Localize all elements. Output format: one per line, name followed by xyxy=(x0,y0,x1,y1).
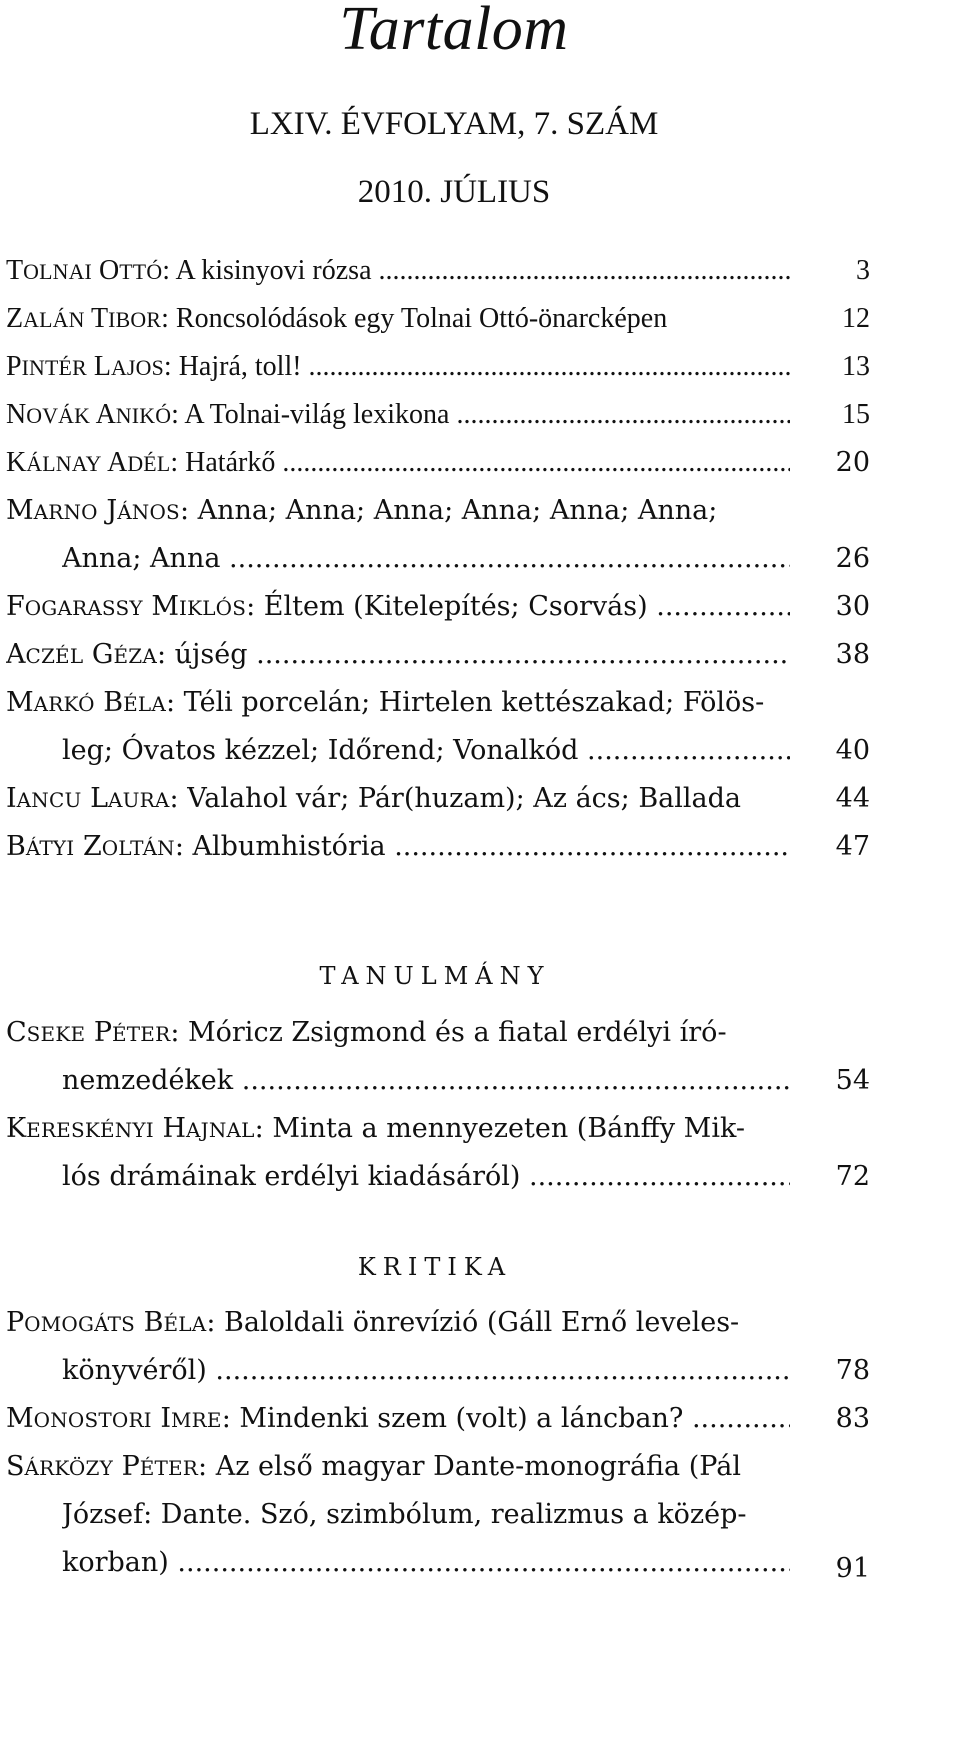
author-initial: H xyxy=(162,1113,187,1144)
section-heading-kritika: KRITIKA xyxy=(357,1253,513,1281)
toc-entry-8[interactable]: ACZÉL GÉZA: újség ..... xyxy=(6,637,790,673)
author-name: TTÓ xyxy=(119,260,163,284)
author-initial: T xyxy=(6,255,24,286)
toc-entry-15[interactable]: MONOSTORI IMRE: Mindenki szem (volt) a láncban? ..... xyxy=(6,1401,790,1437)
entry-title: Valahol vár; Pár(huzam); Az ács; Ballada xyxy=(187,783,742,814)
author-initial: C xyxy=(6,1017,27,1048)
author-name: OLTÁN xyxy=(101,836,175,860)
author-name: AJNAL xyxy=(186,1118,255,1142)
author-initial: J xyxy=(106,495,118,526)
author-name: ANCU xyxy=(16,788,82,812)
entry-title: leg; Óvatos kézzel; Időrend; Vonalkód xyxy=(62,735,579,766)
page-number: 12 xyxy=(842,303,870,334)
author-name: ARNO xyxy=(33,500,98,524)
toc-entry-13[interactable]: KERESKÉNYI HAJNAL: Minta a mennyezeten (Bánffy Mik- xyxy=(6,1113,745,1144)
author-initial: P xyxy=(6,351,22,382)
author-name: IBOR xyxy=(108,308,162,332)
entry-title: Mindenki szem (volt) a láncban? xyxy=(239,1403,684,1434)
page-number: 3 xyxy=(856,255,870,286)
author-initial: F xyxy=(6,591,25,622)
entry-title: Baloldali önrevízió (Gáll Ernő leveles- xyxy=(224,1307,740,1338)
toc-entry-4[interactable]: NOVÁK ANIKÓ: A Tolnai-világ lexikona ..... xyxy=(6,397,790,433)
author-initial: M xyxy=(6,1403,34,1434)
entry-title: könyvéről) xyxy=(62,1355,207,1386)
page-number: 30 xyxy=(835,591,870,622)
author-name: ONOSTORI xyxy=(33,1408,152,1432)
entry-title: Albumhistória xyxy=(192,831,386,862)
author-initial: P xyxy=(93,1017,112,1048)
toc-entry-5[interactable]: KÁLNAY ADÉL: Határkő ..... xyxy=(6,445,790,481)
author-initial: T xyxy=(91,303,109,334)
issue-date: 2010. JÚLIUS xyxy=(357,174,551,210)
author-name: ÁRKÖZY xyxy=(24,1456,113,1480)
author-name: ÉTER xyxy=(112,1022,171,1046)
author-name: ÉZA xyxy=(113,644,157,668)
entry-title: Hajrá, toll! xyxy=(178,351,302,382)
page-number: 83 xyxy=(835,1403,870,1434)
entry-title: Móricz Zsigmond és a fiatal erdélyi író- xyxy=(188,1017,727,1048)
author-initial: O xyxy=(99,255,120,286)
entry-title: Határkő xyxy=(185,447,276,478)
entry-title: A Tolnai-világ lexikona xyxy=(184,399,450,430)
author-name: ALÁN xyxy=(23,308,85,332)
issue-volume: LXIV. ÉVFOLYAM, 7. SZÁM xyxy=(249,106,659,142)
author-name: ÁLNAY xyxy=(26,452,102,476)
entry-title: Roncsolódások egy Tolnai Ottó-önarcképen xyxy=(175,303,668,334)
author-initial: P xyxy=(6,1307,25,1338)
entry-title: Éltem (Kitelepítés; Csorvás) xyxy=(263,591,648,622)
toc-entry-12[interactable]: CSEKE PÉTER: Móricz Zsigmond és a fiatal erdélyi író- xyxy=(6,1017,727,1048)
author-name: ÁNOS xyxy=(117,500,180,524)
author-initial: I xyxy=(160,1403,172,1434)
author-initial: I xyxy=(6,783,17,814)
entry-title: nemzedékek xyxy=(62,1065,234,1096)
author-name: OLNAI xyxy=(23,260,93,284)
author-name: AJOS xyxy=(110,356,164,380)
author-name: OMOGÁTS xyxy=(24,1312,136,1336)
toc-entry-14[interactable]: POMOGÁTS BÉLA: Baloldali önrevízió (Gáll Ernő leveles- xyxy=(6,1307,740,1338)
toc-entry-1[interactable]: TOLNAI OTTÓ: A kisinyovi rózsa ..... xyxy=(6,253,790,289)
author-initial: B xyxy=(143,1307,164,1338)
toc-entry-10[interactable]: IANCU LAURA: Valahol vár; Pár(huzam); Az ács; Ballada xyxy=(6,783,742,814)
author-initial: Z xyxy=(82,831,102,862)
page-number: 47 xyxy=(835,831,870,862)
author-name: OGARASSY xyxy=(24,596,143,620)
author-initial: L xyxy=(93,351,111,382)
author-name: ÁTYI xyxy=(25,836,75,860)
page-number: 20 xyxy=(835,447,870,478)
toc-entry-6-cont xyxy=(62,541,790,577)
author-initial: L xyxy=(90,783,109,814)
entry-title: Anna; Anna; Anna; Anna; Anna; Anna; xyxy=(197,495,718,526)
author-initial: A xyxy=(6,639,26,670)
author-initial: A xyxy=(107,447,128,478)
author-name: OVÁK xyxy=(26,404,91,428)
entry-title: József: Dante. Szó, szimbólum, realizmus a közép- xyxy=(62,1499,747,1530)
author-name: INTÉR xyxy=(21,356,87,380)
author-name: NIKÓ xyxy=(115,404,172,428)
page-number: 78 xyxy=(835,1355,870,1386)
author-name: AURA xyxy=(108,788,170,812)
entry-title: korban) xyxy=(62,1547,169,1578)
author-initial: M xyxy=(151,591,179,622)
page-number: 72 xyxy=(835,1161,870,1192)
author-initial: M xyxy=(6,495,34,526)
author-initial: B xyxy=(103,687,124,718)
page-number: 40 xyxy=(835,735,870,766)
entry-title: Anna; Anna xyxy=(62,543,221,574)
author-name: CZÉL xyxy=(25,644,84,668)
page-title: Tartalom xyxy=(339,0,569,63)
toc-entry-12-cont xyxy=(62,1063,790,1099)
author-initial: G xyxy=(91,639,114,670)
toc-entry-14-cont xyxy=(62,1353,790,1389)
author-name: MRE xyxy=(171,1408,222,1432)
toc-entry-7[interactable]: FOGARASSY MIKLÓS: Éltem (Kitelepítés; Csorvás) ..... xyxy=(6,589,790,625)
entry-title: Téli porcelán; Hirtelen kettészakad; Fölös- xyxy=(183,687,765,718)
entry-title: Minta a mennyezeten (Bánffy Mik- xyxy=(272,1113,745,1144)
toc-entry-16[interactable]: SÁRKÖZY PÉTER: Az első magyar Dante-monográfia (Pál xyxy=(6,1451,741,1482)
toc-entry-2[interactable]: ZALÁN TIBOR: Roncsolódások egy Tolnai Ottó-önarcképen xyxy=(6,303,668,334)
author-name: ÉTER xyxy=(139,1456,199,1480)
author-initial: K xyxy=(6,447,27,478)
author-name: ARKÓ xyxy=(33,692,95,716)
author-name: SEKE xyxy=(26,1022,86,1046)
entry-title: lós drámáinak erdélyi kiadásáról) xyxy=(62,1161,521,1192)
author-initial: N xyxy=(6,399,27,430)
toc-entry-9-cont xyxy=(62,733,790,769)
toc-entry-3[interactable]: PINTÉR LAJOS: Hajrá, toll! ..... xyxy=(6,349,790,385)
author-name: DÉL xyxy=(127,452,171,476)
author-name: ÉLA xyxy=(163,1312,207,1336)
author-initial: M xyxy=(6,687,34,718)
author-initial: B xyxy=(6,831,26,862)
toc-entry-6[interactable]: MARNO JÁNOS: Anna; Anna; Anna; Anna; Anna; Anna; xyxy=(6,495,718,526)
toc-entry-11[interactable]: BÁTYI ZOLTÁN: Albumhistória ..... xyxy=(6,829,790,865)
author-initial: P xyxy=(121,1451,140,1482)
author-initial: A xyxy=(95,399,116,430)
entry-title: Az első magyar Dante-monográfia (Pál xyxy=(215,1451,741,1482)
page-number: 26 xyxy=(835,543,870,574)
author-name: ÉLA xyxy=(123,692,166,716)
page-number: 91 xyxy=(835,1553,870,1584)
toc-entry-16-cont xyxy=(62,1497,790,1533)
page-number: 15 xyxy=(842,399,870,430)
toc-entry-9[interactable]: MARKÓ BÉLA: Téli porcelán; Hirtelen kettészakad; Fölös- xyxy=(6,687,765,718)
toc-entry-16-cont2 xyxy=(62,1545,790,1581)
section-heading-tanulmany: TANULMÁNY xyxy=(319,962,551,990)
page-number: 38 xyxy=(835,639,870,670)
entry-title: A kisinyovi rózsa xyxy=(175,255,372,286)
author-name: IKLÓS xyxy=(178,596,247,620)
page-number: 13 xyxy=(842,351,870,382)
entry-title: újség xyxy=(174,639,248,670)
page-number: 44 xyxy=(835,783,870,814)
author-initial: K xyxy=(6,1113,27,1144)
page-number: 54 xyxy=(835,1065,870,1096)
author-initial: S xyxy=(6,1451,25,1482)
toc-entry-13-cont xyxy=(62,1159,790,1195)
author-initial: Z xyxy=(6,303,24,334)
author-name: ERESKÉNYI xyxy=(26,1118,154,1142)
